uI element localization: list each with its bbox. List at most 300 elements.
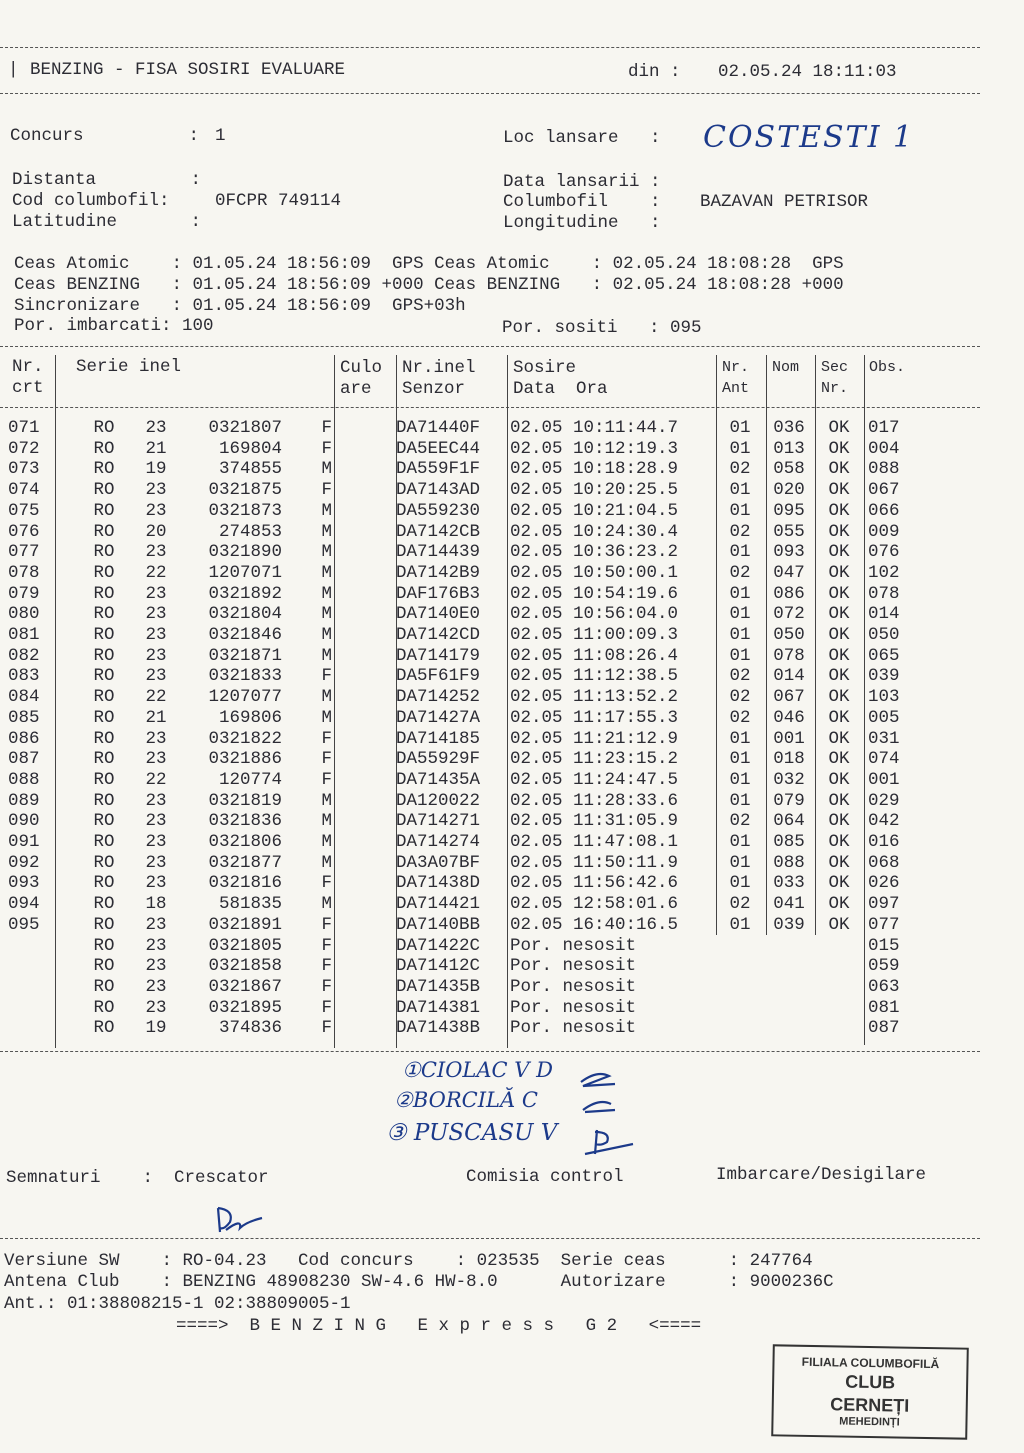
security-cell: OK [828, 852, 850, 873]
antenna-cell: 01 [729, 542, 751, 563]
observation-cell: 042 [868, 811, 900, 832]
country-code-cell: RO [93, 438, 115, 459]
row-number-cell: 071 [8, 418, 40, 438]
table-row [8, 1018, 928, 1039]
ring-number-cell: 0321806 [208, 832, 282, 853]
observation-cell: 087 [868, 1018, 900, 1039]
observation-cell: 039 [868, 666, 900, 687]
arrival-time-cell: 02.05 10:56:04.0 [510, 604, 679, 625]
country-code-cell: RO [93, 562, 115, 583]
nomination-cell: 041 [773, 894, 805, 915]
color-cell [338, 977, 394, 998]
nomination-cell: 036 [773, 418, 805, 438]
security-cell: OK [828, 707, 850, 728]
row-number-cell [8, 977, 70, 998]
observation-cell: 097 [868, 894, 900, 915]
sensor-ring-cell: DA559230 [396, 500, 481, 521]
porumbei-sositi: Por. sositi : 095 [502, 318, 702, 338]
color-cell [338, 480, 394, 501]
observation-cell: 074 [868, 749, 900, 770]
row-number-cell: 092 [8, 852, 40, 873]
sex-cell: M [321, 542, 332, 563]
row-number-cell: 094 [8, 894, 40, 915]
sex-cell: M [321, 625, 332, 646]
antenna-cell [716, 977, 764, 998]
observation-cell: 103 [868, 687, 900, 708]
table-row [8, 977, 928, 998]
color-cell [338, 563, 394, 584]
country-code-cell: RO [93, 625, 115, 646]
ring-number-cell: 0321816 [208, 873, 282, 894]
header-nr: Nr. [12, 357, 44, 377]
color-cell [338, 625, 394, 646]
sex-cell: F [321, 438, 332, 459]
color-cell [338, 956, 394, 977]
sensor-ring-cell: DA5F61F9 [396, 666, 481, 687]
sex-cell: F [321, 728, 332, 749]
sensor-ring-cell: DA71438D [396, 873, 481, 894]
country-code-cell: RO [93, 935, 115, 956]
security-cell [814, 936, 864, 957]
ring-year-cell: 23 [145, 997, 167, 1018]
sex-cell: M [321, 459, 332, 480]
antenna-cell: 02 [729, 707, 751, 728]
color-cell [338, 1018, 394, 1039]
ring-number-cell: 0321890 [208, 542, 282, 563]
sex-cell: F [321, 914, 332, 935]
arrivals-table [8, 418, 928, 1039]
header-nr-ant-2: Ant [722, 380, 750, 397]
observation-cell: 068 [868, 852, 900, 873]
sex-cell: M [321, 645, 332, 666]
club-stamp [771, 1344, 969, 1439]
table-row [8, 915, 928, 936]
ring-year-cell: 23 [145, 790, 167, 811]
security-cell: OK [828, 438, 850, 459]
sensor-ring-cell: DA714381 [396, 997, 481, 1018]
country-code-cell: RO [93, 707, 115, 728]
ring-number-cell: 581835 [218, 894, 282, 915]
sensor-ring-cell: DA714274 [396, 832, 481, 853]
arrival-time-cell: 02.05 10:12:19.3 [510, 438, 679, 459]
country-code-cell: RO [93, 749, 115, 770]
color-cell [338, 666, 394, 687]
sensor-ring-cell: DA7143AD [396, 480, 481, 501]
country-code-cell: RO [93, 852, 115, 873]
security-cell: OK [828, 625, 850, 646]
antenna-cell [716, 998, 764, 1019]
observation-cell: 067 [868, 480, 900, 501]
antenna-cell: 01 [729, 645, 751, 666]
row-number-cell: 080 [8, 604, 40, 625]
row-number-cell: 091 [8, 832, 40, 853]
din-value: 02.05.24 18:11:03 [718, 62, 897, 82]
table-row [8, 439, 928, 460]
nomination-cell [764, 956, 814, 977]
nomination-cell: 086 [773, 583, 805, 604]
table-row [8, 729, 928, 750]
handwritten-note-1: ①CIOLAC V D [402, 1058, 553, 1082]
antenna-cell: 02 [729, 666, 751, 687]
sex-cell: M [321, 707, 332, 728]
nomination-cell: 020 [773, 480, 805, 501]
ring-number-cell: 0321895 [208, 997, 282, 1018]
header-are: are [340, 379, 372, 399]
country-code-cell: RO [93, 976, 115, 997]
antenna-cell: 01 [729, 749, 751, 770]
row-number-cell: 077 [8, 542, 40, 563]
table-row [8, 791, 928, 812]
table-top-dashed-line [0, 346, 980, 347]
observation-cell: 063 [868, 976, 900, 997]
security-cell [814, 977, 864, 998]
security-cell: OK [828, 542, 850, 563]
security-cell: OK [828, 500, 850, 521]
columbofil-value: BAZAVAN PETRISOR [700, 192, 869, 212]
sex-cell: F [321, 418, 332, 438]
table-row [8, 873, 928, 894]
antenna-cell: 01 [729, 769, 751, 790]
sex-cell: F [321, 976, 332, 997]
ring-year-cell: 23 [145, 728, 167, 749]
observation-cell: 015 [868, 935, 900, 956]
ring-year-cell: 23 [145, 914, 167, 935]
arrival-time-cell: 02.05 11:08:26.4 [510, 645, 679, 666]
arrival-time-cell: Por. nesosit [510, 997, 637, 1018]
antenna-cell: 01 [729, 438, 751, 459]
country-code-cell: RO [93, 894, 115, 915]
nomination-cell: 033 [773, 873, 805, 894]
ring-number-cell: 374855 [218, 459, 282, 480]
sensor-ring-cell: DA71438B [396, 1018, 481, 1039]
table-bottom-dashed-line [0, 1051, 980, 1052]
arrival-time-cell: 02.05 10:36:23.2 [510, 542, 679, 563]
nomination-cell: 050 [773, 625, 805, 646]
row-number-cell [8, 1018, 70, 1039]
sensor-ring-cell: DA7140E0 [396, 604, 481, 625]
security-cell: OK [828, 604, 850, 625]
antenna-cell: 01 [729, 873, 751, 894]
sensor-ring-cell: DA714179 [396, 645, 481, 666]
ring-number-cell: 0321822 [208, 728, 282, 749]
header-data-ora: Data Ora [513, 379, 608, 399]
ring-year-cell: 23 [145, 832, 167, 853]
ring-year-cell: 23 [145, 873, 167, 894]
row-number-cell: 082 [8, 645, 40, 666]
color-cell [338, 936, 394, 957]
sex-cell: F [321, 666, 332, 687]
observation-cell: 009 [868, 521, 900, 542]
security-cell: OK [828, 873, 850, 894]
color-cell [338, 418, 394, 439]
security-cell: OK [828, 418, 850, 438]
ring-year-cell: 23 [145, 935, 167, 956]
country-code-cell: RO [93, 811, 115, 832]
header-sosire: Sosire [513, 358, 577, 378]
sex-cell: F [321, 873, 332, 894]
nomination-cell: 093 [773, 542, 805, 563]
handwritten-note-2: ②BORCILĂ C [394, 1088, 538, 1112]
color-cell [338, 604, 394, 625]
table-row [8, 646, 928, 667]
sensor-ring-cell: DA7142CB [396, 521, 481, 542]
nomination-cell: 039 [773, 914, 805, 935]
security-cell: OK [828, 687, 850, 708]
row-number-cell: 078 [8, 562, 40, 583]
antenna-cell: 01 [729, 604, 751, 625]
ring-number-cell: 169804 [218, 438, 282, 459]
arrival-time-cell: 02.05 10:18:28.9 [510, 459, 679, 480]
observation-cell: 078 [868, 583, 900, 604]
ring-number-cell: 0321886 [208, 749, 282, 770]
arrival-time-cell: 02.05 11:47:08.1 [510, 832, 679, 853]
header-sec-1: Sec [821, 359, 849, 376]
footer-antena-line: Antena Club : BENZING 48908230 SW-4.6 HW-8.0 Autorizare : 9000236C [4, 1272, 834, 1292]
sensor-ring-cell: DA71412C [396, 956, 481, 977]
observation-cell: 014 [868, 604, 900, 625]
sex-cell: M [321, 521, 332, 542]
sensor-ring-cell: DA714439 [396, 542, 481, 563]
header-bar: | [8, 60, 19, 80]
antenna-cell: 02 [729, 687, 751, 708]
color-cell [338, 459, 394, 480]
sensor-ring-cell: DA71435A [396, 769, 481, 790]
arrival-time-cell: 02.05 10:11:44.7 [510, 418, 679, 438]
ring-number-cell: 0321805 [208, 935, 282, 956]
security-cell: OK [828, 749, 850, 770]
table-row [8, 459, 928, 480]
ring-number-cell: 0321867 [208, 976, 282, 997]
sex-cell: F [321, 935, 332, 956]
ring-year-cell: 23 [145, 645, 167, 666]
row-number-cell: 073 [8, 459, 40, 480]
sex-cell: M [321, 583, 332, 604]
arrival-time-cell: Por. nesosit [510, 1018, 637, 1039]
observation-cell: 026 [868, 873, 900, 894]
security-cell: OK [828, 521, 850, 542]
sex-cell: M [321, 852, 332, 873]
data-lansarii-label: Data lansarii : [503, 172, 661, 192]
security-cell: OK [828, 790, 850, 811]
country-code-cell: RO [93, 604, 115, 625]
sincronizare-line: Sincronizare : 01.05.24 18:56:09 GPS+03h [14, 296, 466, 316]
sex-cell: M [321, 811, 332, 832]
nomination-cell: 018 [773, 749, 805, 770]
header-nr-ant-1: Nr. [722, 359, 750, 376]
country-code-cell: RO [93, 687, 115, 708]
table-row [8, 522, 928, 543]
distanta-label: Distanta : [12, 170, 202, 190]
table-row [8, 480, 928, 501]
stamp-line-4: MEHEDINȚI [839, 1415, 900, 1429]
sex-cell: M [321, 500, 332, 521]
table-row [8, 418, 928, 439]
nomination-cell: 085 [773, 832, 805, 853]
ring-year-cell: 23 [145, 749, 167, 770]
ring-number-cell: 0321891 [208, 914, 282, 935]
antenna-cell: 01 [729, 500, 751, 521]
sex-cell: F [321, 997, 332, 1018]
security-cell: OK [828, 894, 850, 915]
sex-cell: M [321, 562, 332, 583]
header-serie-inel: Serie inel [76, 357, 182, 377]
country-code-cell: RO [93, 480, 115, 501]
arrival-time-cell: 02.05 11:28:33.6 [510, 790, 679, 811]
sensor-ring-cell: DA71422C [396, 935, 481, 956]
handwritten-note-3: ③ PUSCASU V [386, 1120, 558, 1146]
nomination-cell: 046 [773, 707, 805, 728]
arrival-time-cell: Por. nesosit [510, 976, 637, 997]
ceas-atomic-line: Ceas Atomic : 01.05.24 18:56:09 GPS Ceas Atomic : 02.05.24 18:08:28 GPS [14, 254, 844, 274]
ring-number-cell: 0321858 [208, 956, 282, 977]
ring-year-cell: 19 [145, 459, 167, 480]
country-code-cell: RO [93, 956, 115, 977]
table-row [8, 832, 928, 853]
sensor-ring-cell: DA7142B9 [396, 562, 481, 583]
ring-year-cell: 22 [145, 687, 167, 708]
arrival-time-cell: 02.05 10:24:30.4 [510, 521, 679, 542]
antenna-cell: 01 [729, 790, 751, 811]
security-cell: OK [828, 666, 850, 687]
comisia-control: Comisia control [466, 1167, 624, 1187]
color-cell [338, 584, 394, 605]
observation-cell: 005 [868, 707, 900, 728]
country-code-cell: RO [93, 832, 115, 853]
table-row [8, 666, 928, 687]
nomination-cell: 088 [773, 852, 805, 873]
table-row [8, 894, 928, 915]
sex-cell: F [321, 769, 332, 790]
sensor-ring-cell: DA3A07BF [396, 852, 481, 873]
concurs-label: Concurs : [10, 126, 200, 146]
security-cell: OK [828, 914, 850, 935]
arrival-time-cell: 02.05 10:50:00.1 [510, 562, 679, 583]
nomination-cell [764, 998, 814, 1019]
security-cell: OK [828, 645, 850, 666]
country-code-cell: RO [93, 873, 115, 894]
arrival-time-cell: 02.05 11:31:05.9 [510, 811, 679, 832]
color-cell [338, 873, 394, 894]
color-cell [338, 729, 394, 750]
observation-cell: 004 [868, 438, 900, 459]
nomination-cell: 058 [773, 459, 805, 480]
country-code-cell: RO [93, 542, 115, 563]
security-cell: OK [828, 728, 850, 749]
antenna-cell [716, 936, 764, 957]
nomination-cell: 067 [773, 687, 805, 708]
ring-number-cell: 374836 [218, 1018, 282, 1039]
ring-year-cell: 21 [145, 707, 167, 728]
nomination-cell: 032 [773, 769, 805, 790]
security-cell: OK [828, 480, 850, 501]
row-number-cell: 079 [8, 583, 40, 604]
header-crt: crt [12, 378, 44, 398]
arrival-time-cell: 02.05 11:21:12.9 [510, 728, 679, 749]
sex-cell: F [321, 956, 332, 977]
color-cell [338, 708, 394, 729]
nomination-cell: 078 [773, 645, 805, 666]
ring-number-cell: 0321807 [208, 418, 282, 438]
ring-year-cell: 23 [145, 852, 167, 873]
security-cell: OK [828, 832, 850, 853]
sensor-ring-cell: DA714185 [396, 728, 481, 749]
ring-year-cell: 23 [145, 604, 167, 625]
table-row [8, 687, 928, 708]
observation-cell: 076 [868, 542, 900, 563]
sensor-ring-cell: DA55929F [396, 749, 481, 770]
ring-year-cell: 23 [145, 956, 167, 977]
antenna-cell [716, 1018, 764, 1039]
color-cell [338, 439, 394, 460]
arrival-time-cell: 02.05 11:12:38.5 [510, 666, 679, 687]
row-number-cell: 081 [8, 625, 40, 646]
country-code-cell: RO [93, 1018, 115, 1039]
country-code-cell: RO [93, 769, 115, 790]
color-cell [338, 522, 394, 543]
ring-number-cell: 0321836 [208, 811, 282, 832]
security-cell: OK [828, 769, 850, 790]
nomination-cell [764, 1018, 814, 1039]
row-number-cell: 085 [8, 707, 40, 728]
arrival-time-cell: 02.05 11:24:47.5 [510, 769, 679, 790]
table-row [8, 584, 928, 605]
longitudine-label: Longitudine : [503, 213, 661, 233]
ring-year-cell: 20 [145, 521, 167, 542]
header-sec-2: Nr. [821, 380, 849, 397]
arrival-time-cell: 02.05 10:54:19.6 [510, 583, 679, 604]
antenna-cell: 01 [729, 418, 751, 438]
row-number-cell [8, 956, 70, 977]
sensor-ring-cell: DA714252 [396, 687, 481, 708]
security-cell [814, 956, 864, 977]
semnaturi-crescator: Semnaturi : Crescator [6, 1168, 269, 1188]
nomination-cell: 047 [773, 562, 805, 583]
observation-cell: 077 [868, 914, 900, 935]
ring-year-cell: 23 [145, 625, 167, 646]
ring-number-cell: 0321846 [208, 625, 282, 646]
sensor-ring-cell: DA71427A [396, 707, 481, 728]
crescator-signature [212, 1200, 272, 1240]
country-code-cell: RO [93, 914, 115, 935]
color-cell [338, 915, 394, 936]
din-label: din : [628, 62, 681, 82]
row-number-cell: 093 [8, 873, 40, 894]
nomination-cell: 001 [773, 728, 805, 749]
footer-ant-line: Ant.: 01:38808215-1 02:38809005-1 [4, 1294, 351, 1314]
top-dashed-line [0, 47, 980, 48]
antenna-cell: 02 [729, 521, 751, 542]
ring-year-cell: 22 [145, 562, 167, 583]
row-number-cell: 090 [8, 811, 40, 832]
table-row [8, 708, 928, 729]
sensor-ring-cell: DA7140BB [396, 914, 481, 935]
table-row [8, 501, 928, 522]
arrival-time-cell: 02.05 11:17:55.3 [510, 707, 679, 728]
table-row [8, 956, 928, 977]
ring-year-cell: 23 [145, 480, 167, 501]
country-code-cell: RO [93, 728, 115, 749]
row-number-cell: 075 [8, 500, 40, 521]
observation-cell: 102 [868, 562, 900, 583]
ring-number-cell: 169806 [218, 707, 282, 728]
security-cell: OK [828, 562, 850, 583]
color-cell [338, 811, 394, 832]
observation-cell: 088 [868, 459, 900, 480]
color-cell [338, 853, 394, 874]
antenna-cell: 01 [729, 832, 751, 853]
table-row [8, 542, 928, 563]
antenna-cell: 02 [729, 811, 751, 832]
